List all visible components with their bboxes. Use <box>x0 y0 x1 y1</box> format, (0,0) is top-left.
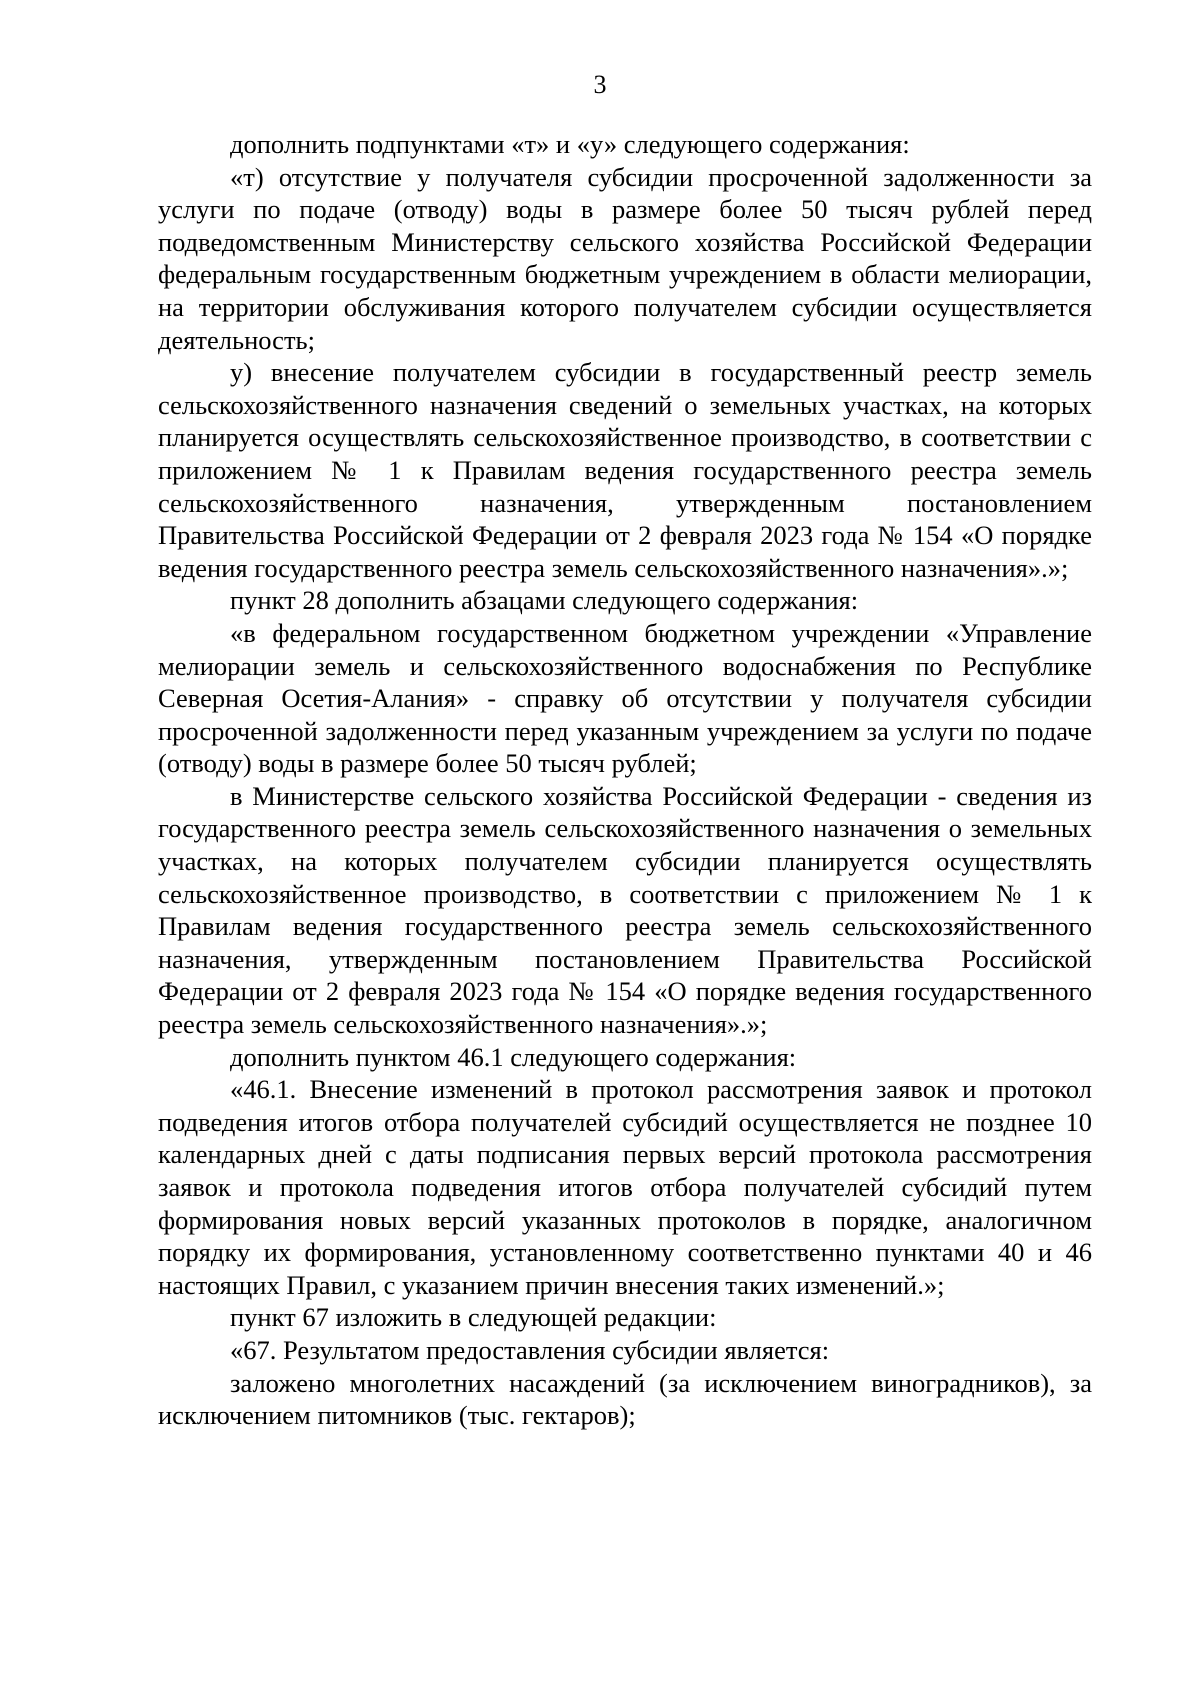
paragraph-subitem-t: «т) отсутствие у получателя субсидии просроченной задолженности за услуги по подаче (отводу) воды в размере более 50 тысяч рублей перед подведомственным Министерству сельского хозяйства Российской Федерации федеральным государственным бюджетным учреждением в области мелиорации, на территории обслуживания которого получателем субсидии осуществляется деятельность; <box>158 161 1092 355</box>
paragraph-perennial-plantings: заложено многолетних насаждений (за исключением виноградников), за исключением питомников (тыс. гектаров); <box>158 1367 1092 1431</box>
document-body <box>158 128 1092 1432</box>
paragraph-supplement-subitems: дополнить подпунктами «т» и «у» следующего содержания: <box>230 129 910 159</box>
paragraph-fgbu-certificate: «в федеральном государственном бюджетном учреждении «Управление мелиорации земель и сельскохозяйственного водоснабжения по Республике Северная Осетия-Алания» - справку об отсутствии у получателя субсидии просроченной задолженности перед указанным учреждением за услуги по подаче (отводу) воды в размере более 50 тысяч рублей; <box>158 617 1092 779</box>
paragraph-item-67-intro: пункт 67 изложить в следующей редакции: <box>230 1302 717 1333</box>
paragraph-item-46-1-intro: дополнить пунктом 46.1 следующего содержания: <box>230 1041 797 1072</box>
paragraph-ministry-registry: в Министерстве сельского хозяйства Российской Федерации - сведения из государственного реестра земель сельскохозяйственного назначения о земельных участках, на которых получателем субсидии планируется осуществлять сельскохозяйственное производство, в соответствии с приложением № 1 к Правилам ведения государственного реестра земель сельскохозяйственного назначения, утвержденным постановлением Правительства Российской Федерации от 2 февраля 2023 года № 154 «О порядке ведения государственного реестра земель сельскохозяйственного назначения».»; <box>158 780 1092 1040</box>
paragraph-item-28-intro: пункт 28 дополнить абзацами следующего содержания: <box>230 585 859 616</box>
paragraph-item-46-1: «46.1. Внесение изменений в протокол рассмотрения заявок и протокол подведения итогов отбора получателей субсидий осуществляется не позднее 10 календарных дней с даты подписания первых версий протокола рассмотрения заявок и протокола подведения итогов отбора получателей субсидий путем формирования новых версий указанных протоколов в порядке, аналогичном порядку их формирования, установленному соответственно пунктами 40 и 46 настоящих Правил, с указанием причин внесения таких изменений.»; <box>158 1074 1092 1300</box>
paragraph-item-67: «67. Результатом предоставления субсидии является: <box>230 1334 830 1365</box>
page-number: 3 <box>593 70 607 99</box>
paragraph-subitem-u: у) внесение получателем субсидии в государственный реестр земель сельскохозяйственного назначения сведений о земельных участках, на которых планируется осуществлять сельскохозяйственное производство, в соответствии с приложением № 1 к Правилам ведения государственного реестра земель сельскохозяйственного назначения, утвержденным постановлением Правительства Российской Федерации от 2 февраля 2023 года № 154 «О порядке ведения государственного реестра земель сельскохозяйственного назначения».»; <box>158 357 1092 583</box>
